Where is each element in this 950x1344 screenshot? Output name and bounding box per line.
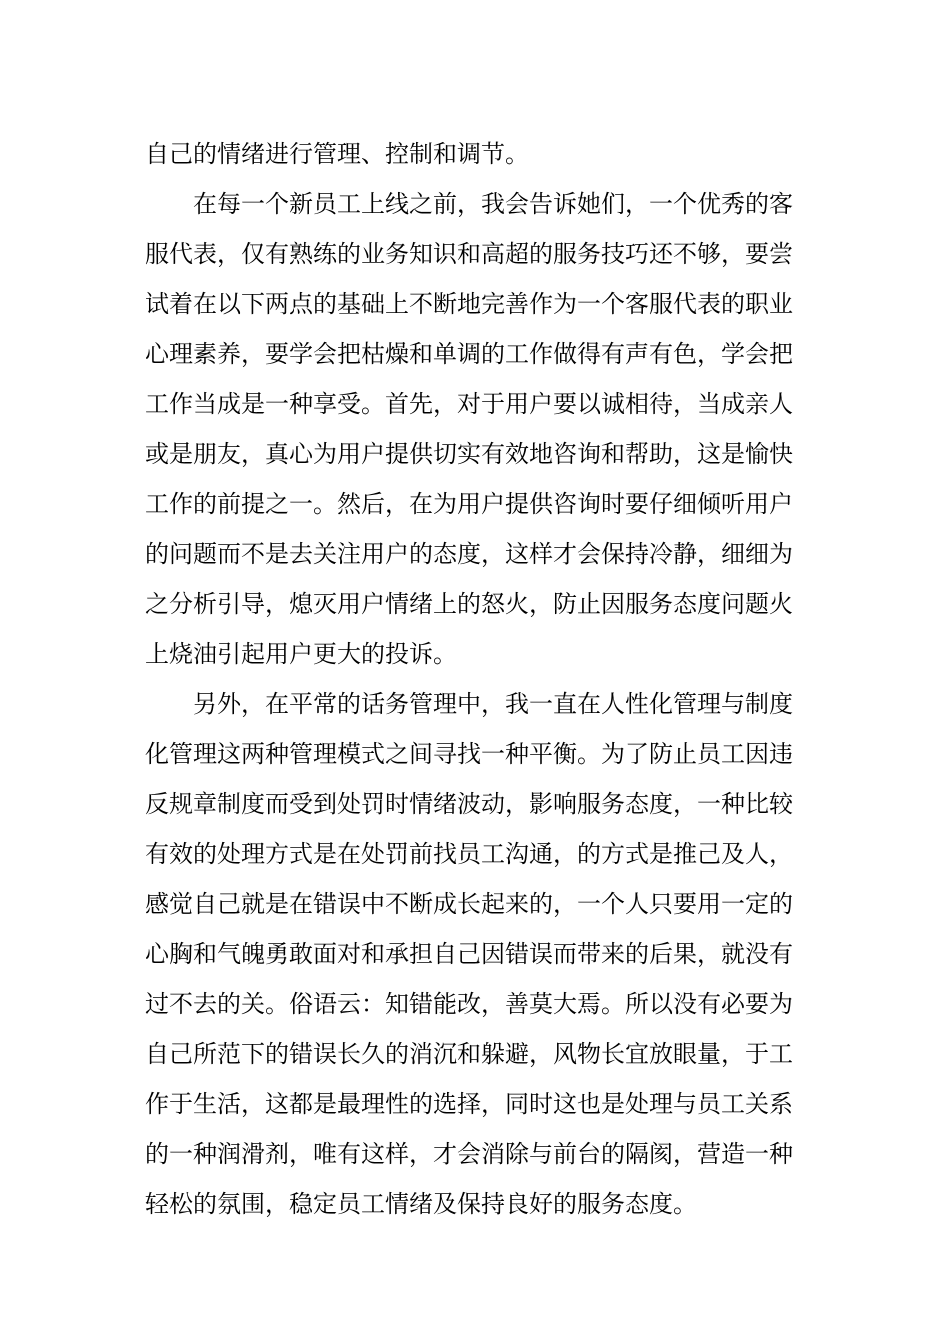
text-line: 轻松的氛围，稳定员工情绪及保持良好的服务态度。 [145, 1190, 697, 1218]
text-line: 工作当成是一种享受。首先，对于用户要以诚相待，当成亲人 [145, 390, 793, 418]
text-line-paragraph-start: 在每一个新员工上线之前，我会告诉她们，一个优秀的客 [193, 190, 793, 218]
text-line: 或是朋友，真心为用户提供切实有效地咨询和帮助，这是愉快 [145, 440, 793, 468]
text-line: 心胸和气魄勇敢面对和承担自己因错误而带来的后果，就没有 [145, 940, 793, 968]
text-line: 之分析引导，熄灭用户情绪上的怒火，防止因服务态度问题火 [145, 590, 793, 618]
text-line-paragraph-start: 另外，在平常的话务管理中，我一直在人性化管理与制度 [193, 690, 793, 718]
text-line: 试着在以下两点的基础上不断地完善作为一个客服代表的职业 [145, 290, 793, 318]
text-line: 有效的处理方式是在处罚前找员工沟通，的方式是推己及人， [145, 840, 793, 868]
text-line: 的问题而不是去关注用户的态度，这样才会保持冷静，细细为 [145, 540, 793, 568]
text-line: 工作的前提之一。然后，在为用户提供咨询时要仔细倾听用户 [145, 490, 793, 518]
text-line: 心理素养，要学会把枯燥和单调的工作做得有声有色，学会把 [145, 340, 793, 368]
text-line: 服代表，仅有熟练的业务知识和高超的服务技巧还不够，要尝 [145, 240, 793, 268]
text-line: 过不去的关。俗语云：知错能改，善莫大焉。所以没有必要为 [145, 990, 793, 1018]
text-line: 自己所范下的错误长久的消沉和躲避，风物长宜放眼量，于工 [145, 1040, 793, 1068]
document-body [145, 129, 805, 1229]
text-line: 的一种润滑剂，唯有这样，才会消除与前台的隔阂，营造一种 [145, 1140, 793, 1168]
text-line: 自己的情绪进行管理、控制和调节。 [145, 140, 529, 168]
text-line: 上烧油引起用户更大的投诉。 [145, 640, 457, 668]
text-line: 化管理这两种管理模式之间寻找一种平衡。为了防止员工因违 [145, 740, 793, 768]
text-line: 反规章制度而受到处罚时情绪波动，影响服务态度，一种比较 [145, 790, 793, 818]
text-line: 感觉自己就是在错误中不断成长起来的，一个人只要用一定的 [145, 890, 793, 918]
text-line: 作于生活，这都是最理性的选择，同时这也是处理与员工关系 [145, 1090, 793, 1118]
